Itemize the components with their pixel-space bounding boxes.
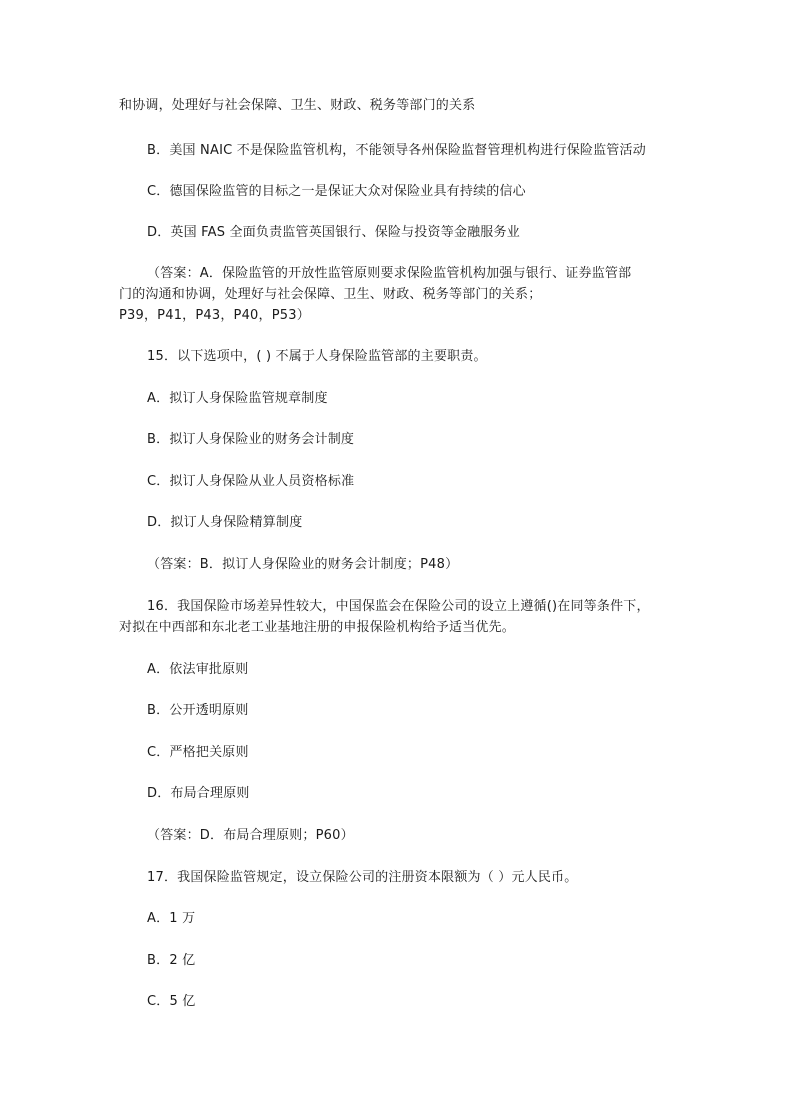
q14-answer-line-1: （答案：A．保险监管的开放性监管原则要求保险监管机构加强与银行、证券监管部 [147,266,632,281]
q14-answer-line-2: 门的沟通和协调，处理好与社会保障、卫生、财政、税务等部门的关系； [119,287,542,302]
continuation-text: 和协调，处理好与社会保障、卫生、财政、税务等部门的关系 [119,98,476,113]
q16-answer: （答案：D．布局合理原则；P60） [147,828,354,843]
q16-option-d: D．布局合理原则 [147,786,250,801]
q16-question-line-1: 16．我国保险市场差异性较大，中国保监会在保险公司的设立上遵循()在同等条件下， [147,599,650,614]
q16-option-b: B．公开透明原则 [147,703,249,718]
q15-question: 15．以下选项中，( ) 不属于人身保险监管部的主要职责。 [147,349,487,364]
q16-option-c: C．严格把关原则 [147,745,249,760]
q15-option-d: D．拟订人身保险精算制度 [147,515,303,530]
q15-option-a: A．拟订人身保险监管规章制度 [147,391,328,406]
q14-answer-line-3: P39，P41，P43，P40，P53） [119,308,310,323]
q14-option-b: B．美国 NAIC 不是保险监管机构，不能领导各州保险监督管理机构进行保险监管活动 [147,143,646,158]
q14-option-c: C．德国保险监管的目标之一是保证大众对保险业具有持续的信心 [147,184,526,199]
q16-option-a: A．依法审批原则 [147,662,249,677]
q15-answer: （答案：B．拟订人身保险业的财务会计制度；P48） [147,557,459,572]
q17-option-b: B．2 亿 [147,953,196,968]
q15-option-c: C．拟订人身保险从业人员资格标准 [147,474,355,489]
q16-question-line-2: 对拟在中西部和东北老工业基地注册的申报保险机构给予适当优先。 [119,620,516,635]
q17-question: 17．我国保险监管规定，设立保险公司的注册资本限额为（ ）元人民币。 [147,870,578,885]
q14-option-d: D．英国 FAS 全面负责监管英国银行、保险与投资等金融服务业 [147,225,520,240]
q17-option-c: C．5 亿 [147,994,196,1009]
q17-option-a: A．1 万 [147,911,196,926]
q15-option-b: B．拟订人身保险业的财务会计制度 [147,432,355,447]
